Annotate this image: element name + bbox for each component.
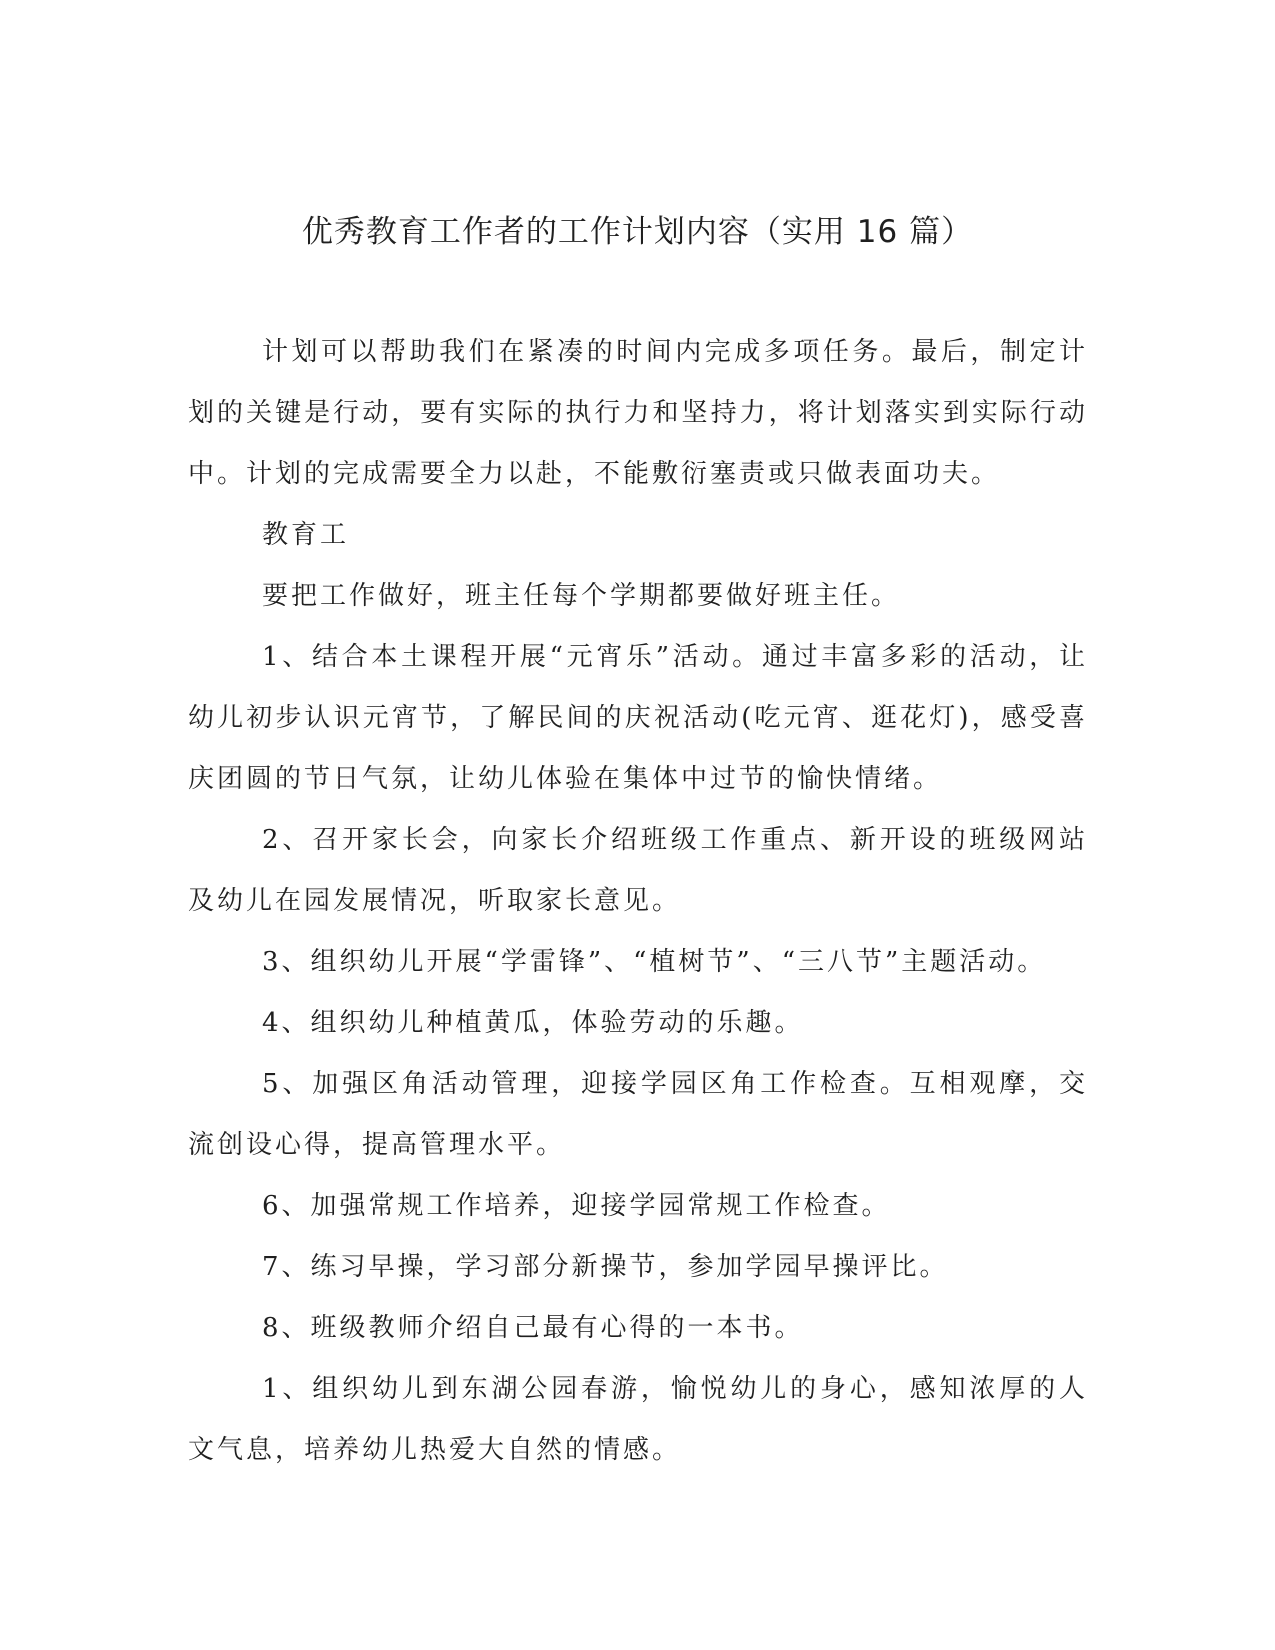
paragraph-intro: 计划可以帮助我们在紧凑的时间内完成多项任务。最后，制定计划的关键是行动，要有实际的执行力和坚持力，将计划落实到实际行动中。计划的完成需要全力以赴，不能敷衍塞责或只做表面功夫。 (188, 337, 1088, 489)
list-item: 5、加强区角活动管理，迎接学园区角工作检查。互相观摩，交流创设心得，提高管理水平。 (188, 1069, 1088, 1160)
list-item: 6、加强常规工作培养，迎接学园常规工作检查。 (262, 1191, 891, 1221)
list-item: 1、组织幼儿到东湖公园春游，愉悦幼儿的身心，感知浓厚的人文气息，培养幼儿热爱大自然的情感。 (188, 1374, 1088, 1465)
list-item: 2、召开家长会，向家长介绍班级工作重点、新开设的班级网站及幼儿在园发展情况，听取家长意见。 (188, 825, 1088, 916)
list-item: 1、结合本土课程开展“元宵乐”活动。通过丰富多彩的活动，让幼儿初步认识元宵节，了解民间的庆祝活动(吃元宵、逛花灯)，感受喜庆团圆的节日气氛，让幼儿体验在集体中过节的愉快情绪。 (188, 642, 1088, 794)
list-item: 7、练习早操，学习部分新操节，参加学园早操评比。 (262, 1252, 949, 1282)
list-item: 4、组织幼儿种植黄瓜，体验劳动的乐趣。 (262, 1008, 804, 1038)
document-body (188, 322, 1088, 1481)
list-item: 3、组织幼儿开展“学雷锋”、“植树节”、“三八节”主题活动。 (262, 947, 1047, 977)
paragraph-heading: 教育工 (262, 520, 350, 550)
list-item: 8、班级教师介绍自己最有心得的一本书。 (262, 1313, 804, 1343)
document-title: 优秀教育工作者的工作计划内容（实用 16 篇） (301, 214, 974, 250)
paragraph: 要把工作做好，班主任每个学期都要做好班主任。 (262, 581, 901, 611)
